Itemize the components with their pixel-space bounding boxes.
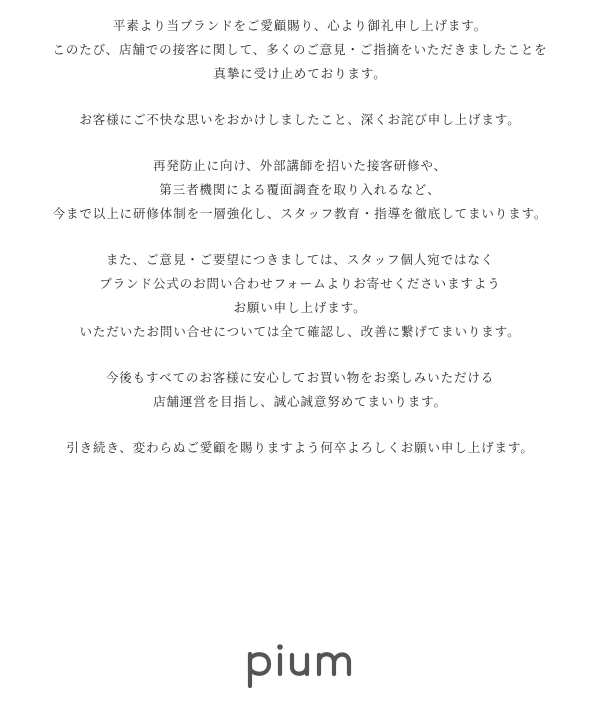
notice-paragraph-2: [0, 108, 600, 132]
apology-notice: [0, 14, 600, 482]
notice-paragraph-3: [0, 154, 600, 226]
notice-line: また、ご意見・ご要望につきましては、スタッフ個人宛ではなく: [105, 252, 495, 267]
notice-line: 今後もすべてのお客様に安心してお買い物をお楽しみいただける: [105, 370, 495, 385]
notice-line: 第三者機関による覆面調査を取り入れるなど、: [159, 182, 441, 197]
brand-logo: [0, 640, 600, 690]
notice-line: お願い申し上げます。: [233, 300, 367, 315]
notice-paragraph-5: [0, 366, 600, 414]
notice-paragraph-4: [0, 248, 600, 344]
notice-line: 平素より当ブランドをご愛顧賜り、心より御礼申し上げます。: [112, 18, 488, 33]
notice-line: このたび、店舗での接客に関して、多くのご意見・ご指摘をいただきましたことを: [52, 42, 548, 57]
notice-line: お客様にご不快な思いをおかけしましたこと、深くお詫び申し上げます。: [79, 112, 521, 127]
notice-line: 引き続き、変わらぬご愛顧を賜りますよう何卒よろしくお願い申し上げます。: [66, 440, 534, 455]
pium-logo-icon: [240, 640, 360, 690]
notice-line: 真摯に受け止めております。: [213, 66, 387, 81]
notice-line: ブランド公式のお問い合わせフォームよりお寄せくださいますよう: [99, 276, 501, 291]
notice-paragraph-1: [0, 14, 600, 86]
notice-line: 店舗運営を目指し、誠心誠意努めてまいります。: [153, 394, 447, 409]
notice-paragraph-6: [0, 436, 600, 460]
notice-line: 今まで以上に研修体制を一層強化し、スタッフ教育・指導を徹底してまいります。: [52, 206, 548, 221]
notice-line: 再発防止に向け、外部講師を招いた接客研修や、: [152, 158, 448, 173]
notice-line: いただいたお問い合せについては全て確認し、改善に繋げてまいります。: [79, 324, 521, 339]
